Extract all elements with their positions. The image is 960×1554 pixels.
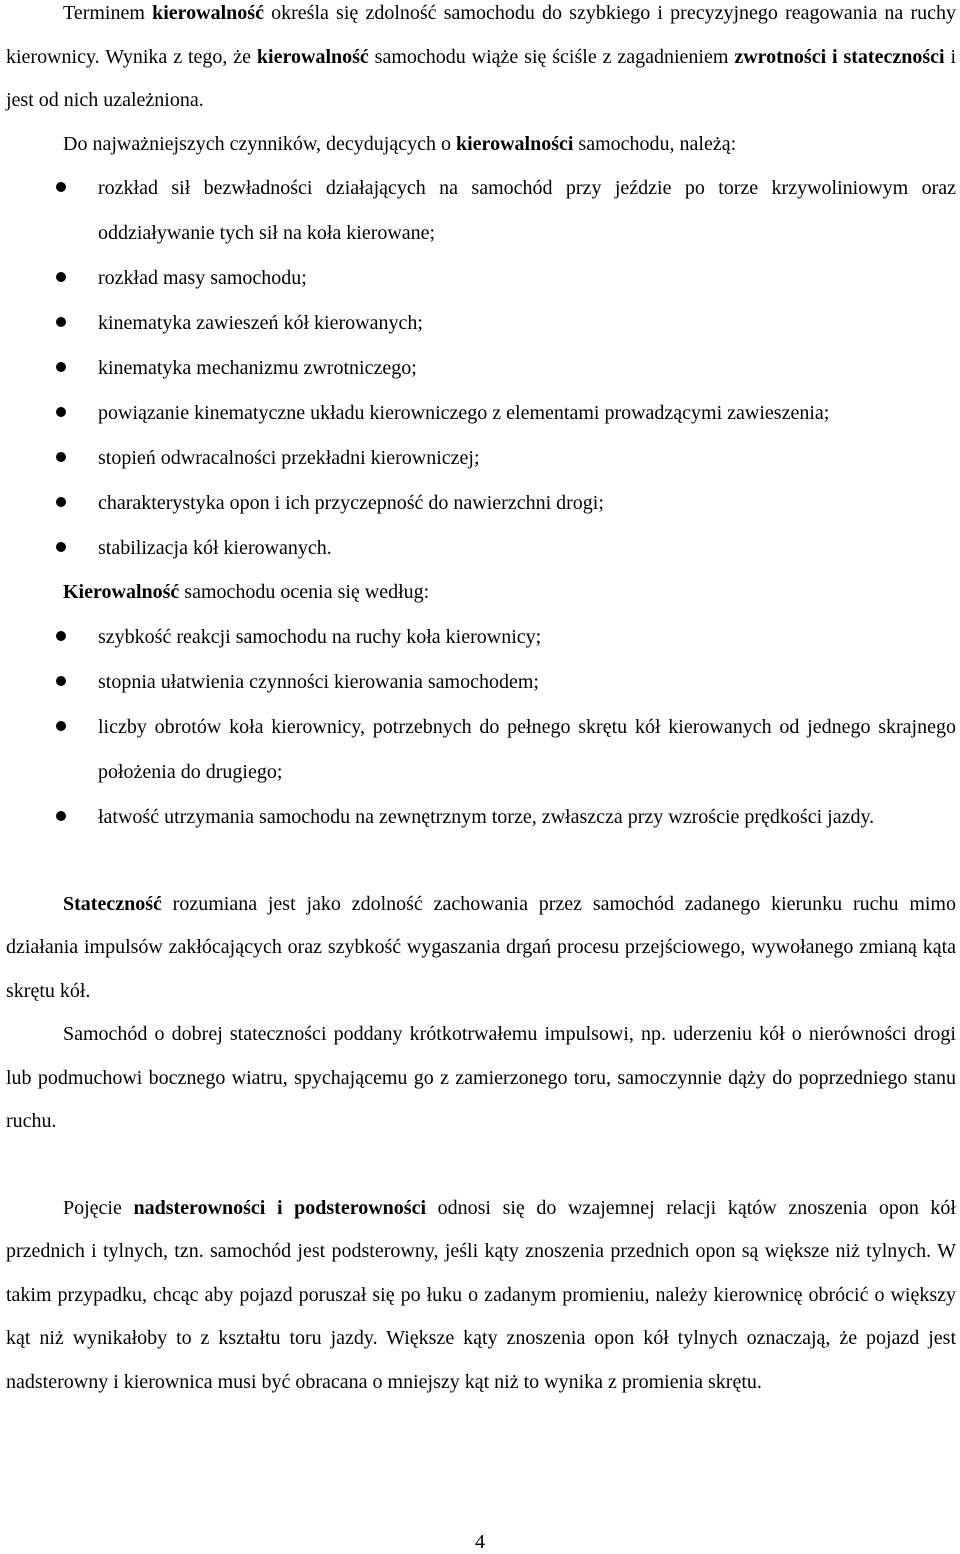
oversteer-text-1: Pojęcie (63, 1196, 134, 1219)
term-statecznosc: Stateczność (63, 892, 162, 915)
term-zwrotnosc-statecznosc: zwrotności i stateczności (734, 45, 945, 68)
list-item: rozkład masy samochodu; (98, 256, 956, 301)
stability-example-paragraph: Samochód o dobrej stateczności poddany krótkotrwałemu impulsowi, np. uderzeniu kół o nierówności drogi lub podmuchowi bocznego wiatru, spychającemu go z zamierzonego toru, samoczynnie dąży do poprzedniego stanu ruchu. (6, 1023, 956, 1132)
list-item: stopnia ułatwienia czynności kierowania samochodem; (98, 660, 956, 705)
statecznosc-text: rozumiana jest jako zdolność zachowania przez samochód zadanego kierunku ruchu mimo działania impulsów zakłócających oraz szybkość wygaszania drgań procesu przejściowego, wywołanego zmianą kąta skrętu kół. (6, 892, 956, 1002)
list-item: stabilizacja kół kierowanych. (98, 526, 956, 571)
factors-lead-paragraph (6, 123, 956, 167)
list-item: stopień odwracalności przekładni kierowniczej; (98, 436, 956, 481)
list-item: powiązanie kinematyczne układu kierowniczego z elementami prowadzącymi zawieszenia; (98, 391, 956, 436)
intro-text-1: Terminem (63, 2, 153, 24)
oversteer-text-2: odnosi się do wzajemnej relacji kątów znoszenia opon kół przednich i tylnych, tzn. samochód jest podsterowny, jeśli kąty znoszenia przednich opon są większe niż tylnych. W takim przypadku, chcąc aby pojazd poruszał się po łuku o zadanym promieniu, należy kierownicę obrócić o większy kąt niż wynikałoby to z kształtu toru jazdy. Większe kąty znoszenia opon kół tylnych oznaczają, że pojazd jest nadsterowny i kierownica musi być obracana o mniejszy kąt niż to wynika z promienia skrętu. (6, 1196, 956, 1393)
list-item: kinematyka mechanizmu zwrotniczego; (98, 346, 956, 391)
term-kierowalnosc-2: kierowalność (256, 45, 369, 68)
factors-lead-text-2: samochodu, należą: (573, 132, 737, 155)
factors-list (6, 166, 956, 571)
assessment-lead-paragraph (6, 571, 956, 615)
oversteer-paragraph (6, 1187, 956, 1405)
term-nadsterownosc-podsterownosc: nadsterowności i podsterowności (133, 1196, 427, 1219)
list-item: kinematyka zawieszeń kół kierowanych; (98, 301, 956, 346)
intro-text-3: samochodu wiąże się ściśle z zagadnieniem (368, 45, 735, 68)
section-spacer (6, 840, 956, 883)
list-item: rozkład sił bezwładności działających na samochód przy jeździe po torze krzywoliniowym oraz oddziaływanie tych sił na koła kierowane; (98, 166, 956, 256)
list-item: liczby obrotów koła kierownicy, potrzebnych do pełnego skrętu kół kierowanych od jednego skrajnego położenia do drugiego; (98, 705, 956, 795)
list-item: łatwość utrzymania samochodu na zewnętrznym torze, zwłaszcza przy wzroście prędkości jazdy. (98, 795, 956, 840)
section-spacer (6, 1144, 956, 1187)
criteria-list (6, 615, 956, 840)
factors-lead-text-1: Do najważniejszych czynników, decydujących o (63, 132, 456, 155)
term-kierowalnosci: kierowalności (456, 132, 574, 155)
intro-text-4: i jest od nich uzależniona. (6, 45, 957, 111)
list-item: szybkość reakcji samochodu na ruchy koła kierownicy; (98, 615, 956, 660)
term-kierowalnosc-3: Kierowalność (63, 581, 180, 603)
intro-text-2: określa się zdolność samochodu do szybkiego i precyzyjnego reagowania na ruchy kierownicy. Wynika z tego, że (6, 2, 957, 68)
statecznosc-paragraph (6, 883, 956, 1014)
list-item: charakterystyka opon i ich przyczepność do nawierzchni drogi; (98, 481, 956, 526)
document-page (6, 0, 956, 1404)
assessment-lead-text: samochodu ocenia się według: (179, 581, 430, 603)
page-number: 4 (475, 1531, 485, 1553)
term-kierowalnosc: kierowalność (152, 2, 264, 24)
intro-paragraph (6, 0, 956, 123)
